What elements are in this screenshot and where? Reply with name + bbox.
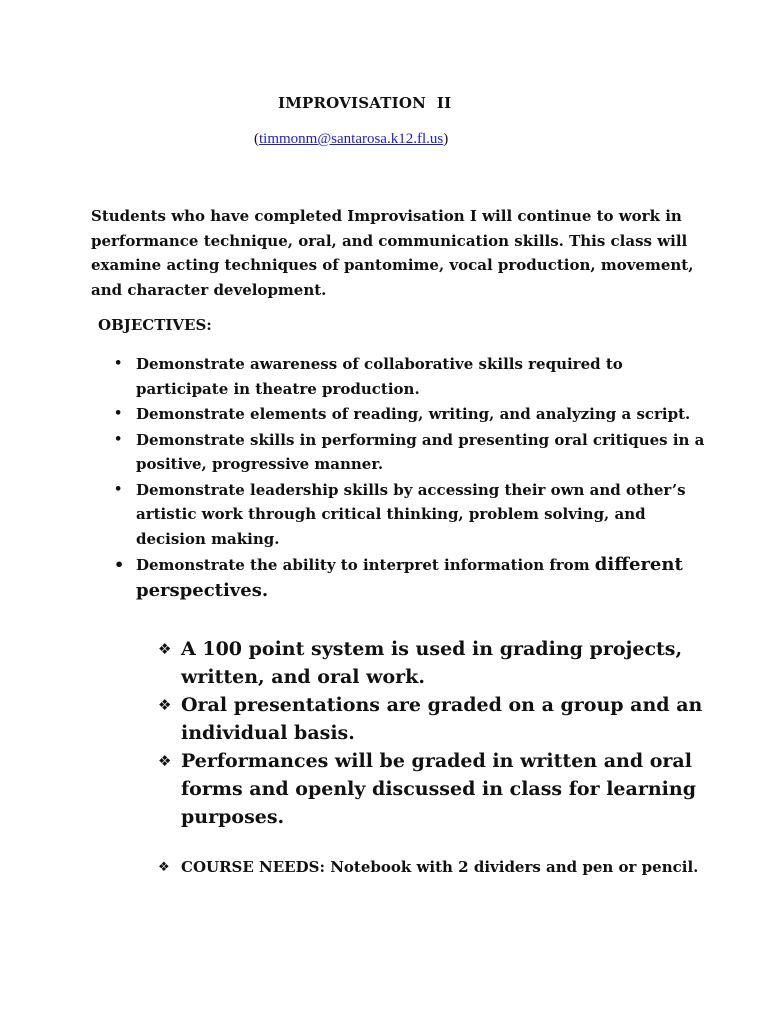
- objective-line: Demonstrate skills in performing and presenting oral critiques in a: [136, 430, 705, 449]
- objective-item: [0, 352, 768, 401]
- course-needs-text: COURSE NEEDS: Notebook with 2 dividers and pen or pencil.: [181, 858, 699, 876]
- objective-line: participate in theatre production.: [136, 379, 420, 398]
- bullet-icon: •: [114, 406, 123, 421]
- grading-line: Performances will be graded in written and oral: [181, 750, 692, 772]
- objective-item: [0, 478, 768, 552]
- open-paren: (: [254, 131, 259, 147]
- objective-item: [0, 552, 768, 604]
- close-paren: ): [443, 131, 449, 147]
- diamond-bullet-icon: ❖: [158, 860, 170, 875]
- objective-line: Demonstrate elements of reading, writing, and analyzing a script.: [136, 405, 691, 423]
- grading-line: Oral presentations are graded on a group and an: [181, 694, 703, 716]
- grading-item: [0, 747, 768, 831]
- objective-line: decision making.: [136, 529, 280, 548]
- page-title: IMPROVISATION II: [278, 94, 452, 112]
- grading-list: [0, 635, 768, 831]
- diamond-bullet-icon: ❖: [158, 696, 172, 714]
- grading-line: A 100 point system is used in grading projects,: [181, 638, 683, 660]
- bullet-icon: •: [114, 431, 123, 447]
- grading-line: purposes.: [181, 806, 285, 828]
- intro-line: and character development.: [91, 280, 327, 299]
- objectives-heading: OBJECTIVES:: [98, 316, 212, 334]
- objective-line: Demonstrate leadership skills by accessing their own and other’s: [136, 480, 686, 499]
- objective-item: [0, 402, 768, 427]
- grading-item: [0, 691, 768, 747]
- intro-line: examine acting techniques of pantomime, vocal production, movement,: [91, 256, 694, 274]
- email-line: [254, 131, 448, 148]
- objective-line: positive, progressive manner.: [136, 455, 384, 473]
- bullet-icon: •: [114, 481, 123, 497]
- grading-line: forms and openly discussed in class for learning: [181, 778, 696, 800]
- objective-item: [0, 428, 768, 477]
- grading-item: [0, 635, 768, 691]
- intro-paragraph: [91, 204, 694, 302]
- grading-line: written, and oral work.: [181, 666, 425, 688]
- objective-text-large: different: [594, 554, 683, 575]
- email-link[interactable]: timmonm@santarosa.k12.fl.us: [259, 131, 444, 147]
- intro-line: performance technique, oral, and communication skills. This class will: [91, 231, 688, 250]
- objective-text: Demonstrate the ability to interpret information from: [136, 556, 595, 574]
- diamond-bullet-icon: ❖: [158, 640, 172, 658]
- objectives-list: [0, 352, 768, 605]
- grading-line: individual basis.: [181, 722, 355, 744]
- objective-line: Demonstrate awareness of collaborative skills required to: [136, 355, 623, 373]
- intro-line: Students who have completed Improvisation I will continue to work in: [91, 207, 682, 225]
- diamond-bullet-icon: ❖: [158, 752, 172, 770]
- objective-line: perspectives.: [136, 580, 269, 601]
- bullet-icon: •: [114, 356, 123, 371]
- bullet-icon: •: [114, 555, 125, 574]
- objective-line: artistic work through critical thinking, problem solving, and: [136, 505, 646, 523]
- objective-line: [136, 552, 768, 578]
